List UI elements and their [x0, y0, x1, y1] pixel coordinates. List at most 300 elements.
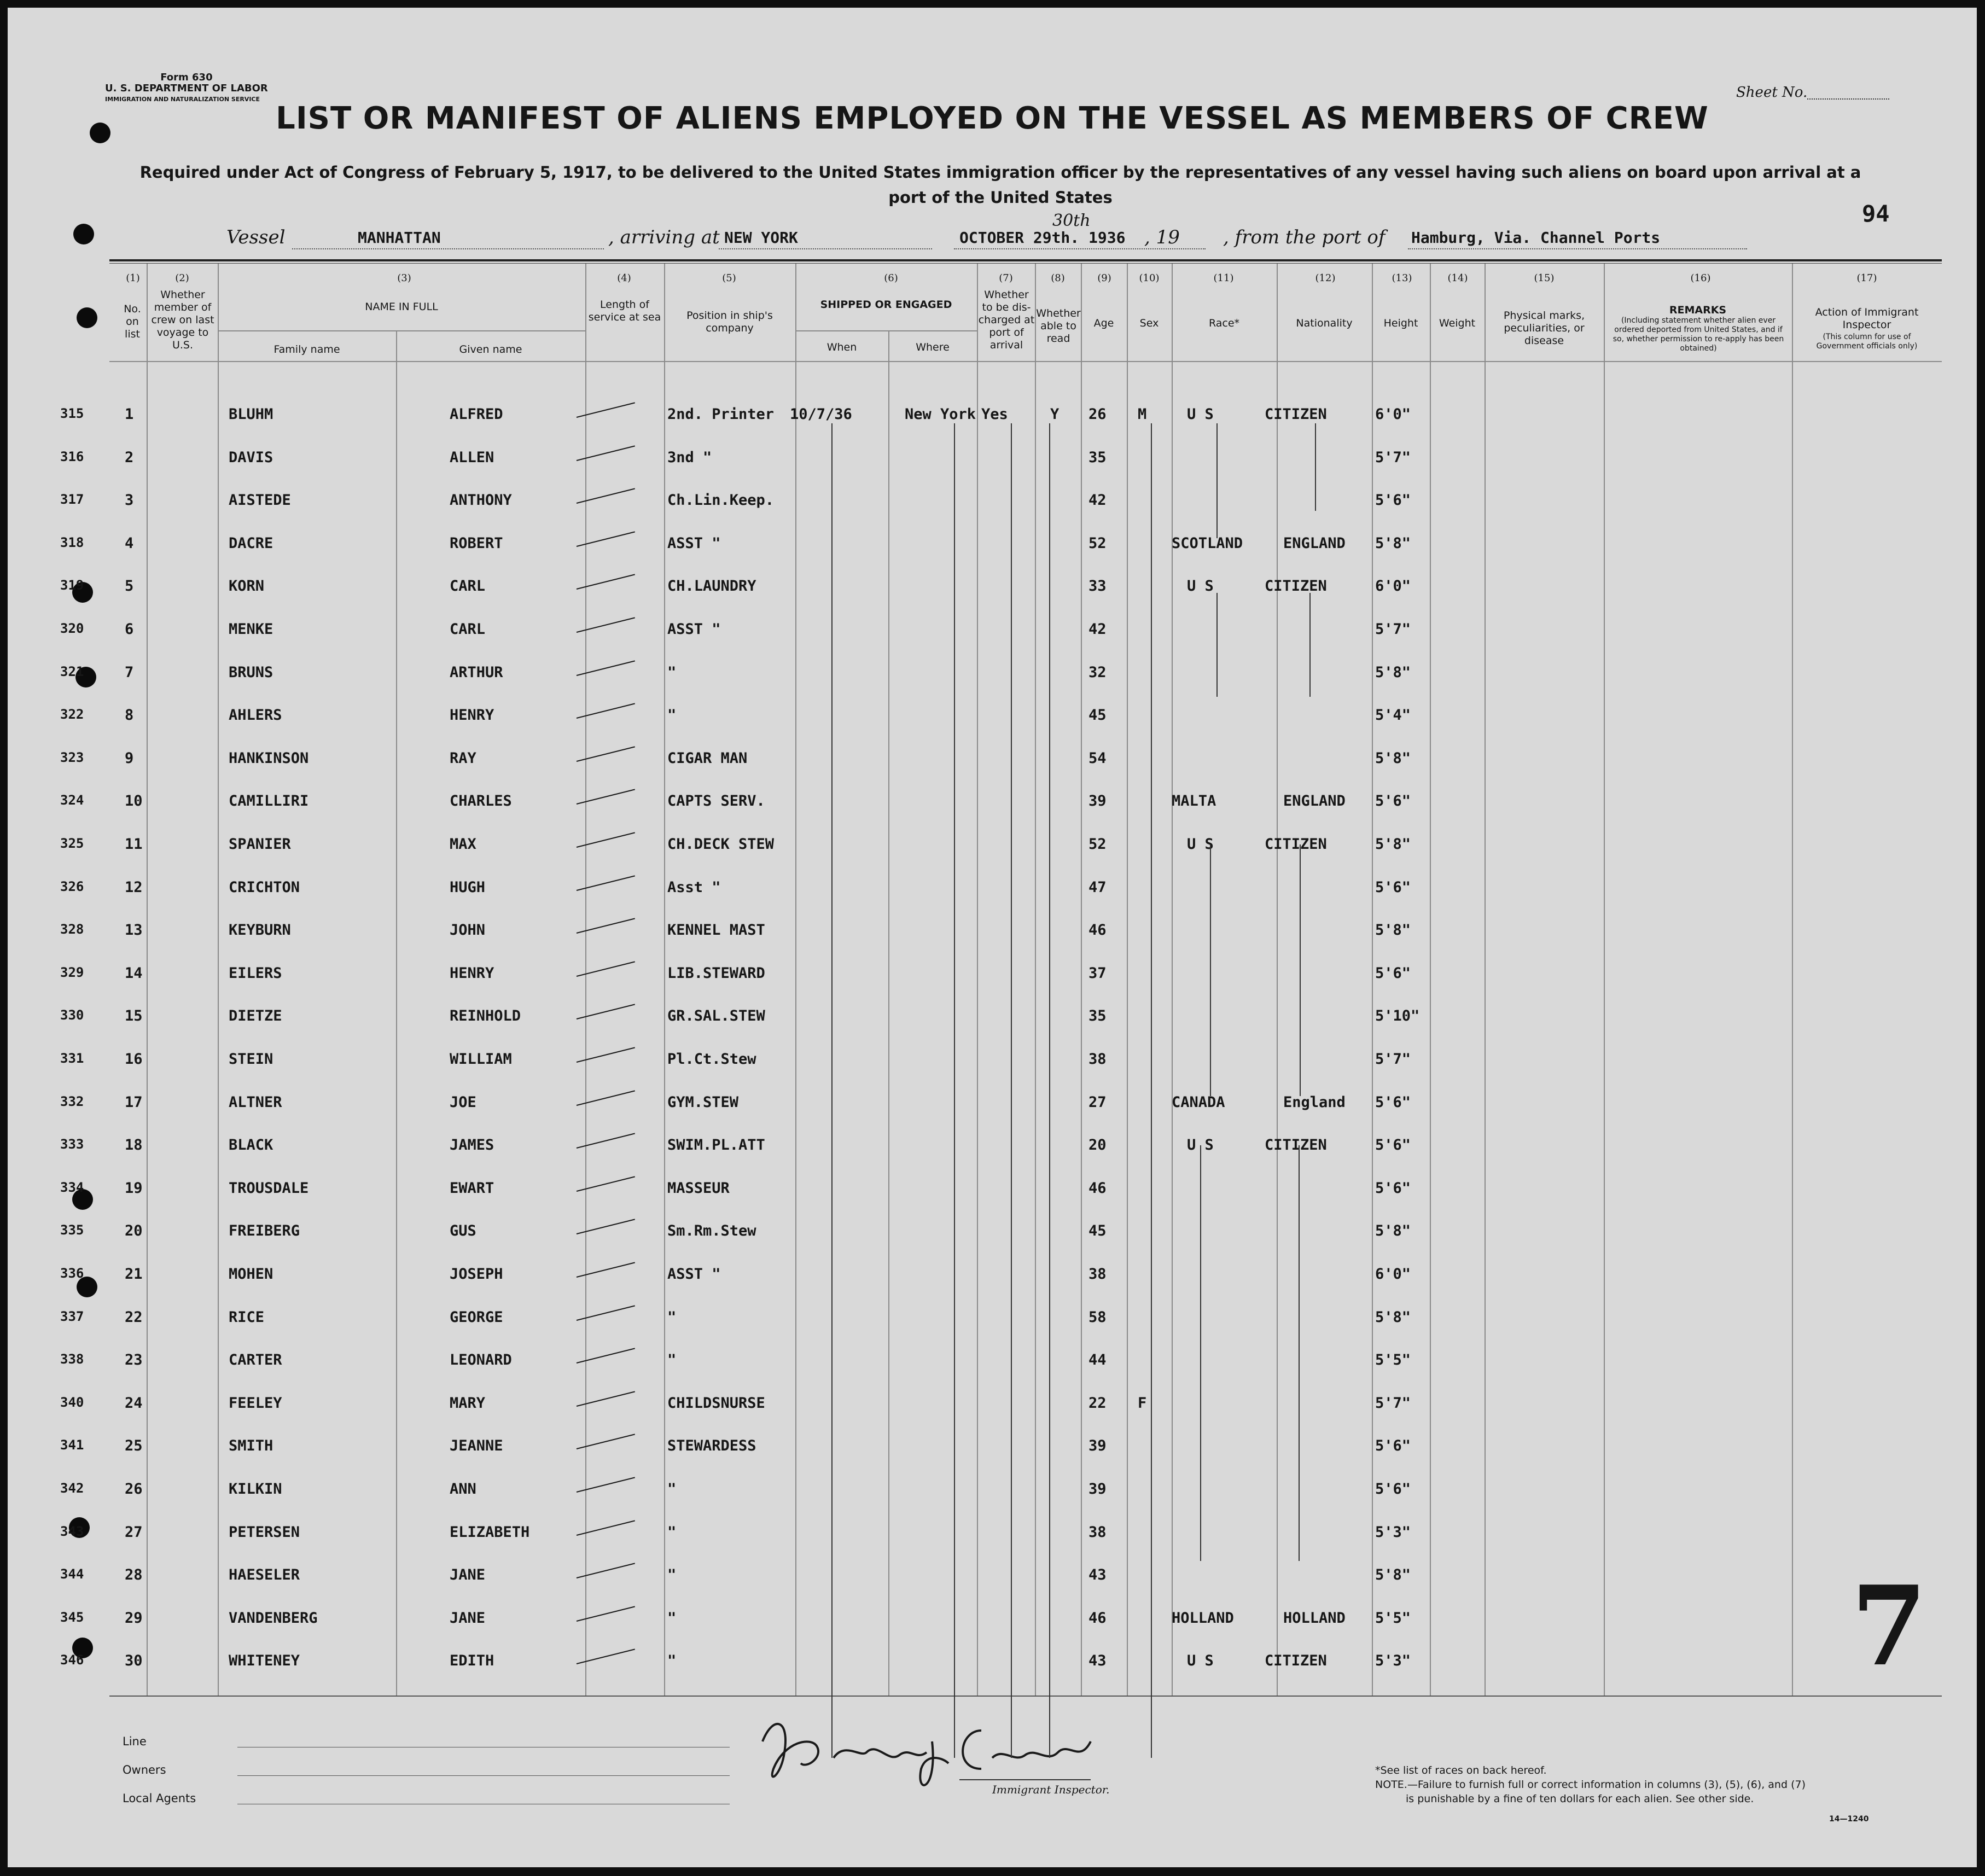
height: 5'6": [1375, 1179, 1411, 1197]
position: GYM.STEW: [667, 1093, 739, 1111]
list-number: 15: [125, 1007, 143, 1025]
age: 22: [1088, 1394, 1107, 1412]
family-name: KEYBURN: [229, 922, 291, 939]
position: ": [667, 707, 677, 724]
race: U S: [1187, 578, 1214, 595]
header-bottom-rule: [109, 361, 1942, 362]
margin-number: 329: [60, 964, 84, 980]
header-remarks: REMARKS: [1669, 304, 1727, 316]
table-row: [8, 1524, 1977, 1566]
margin-number: 341: [60, 1437, 84, 1453]
margin-number: 326: [60, 878, 84, 894]
given-name: CARL: [450, 578, 486, 595]
age: 46: [1088, 1179, 1107, 1197]
list-number: 25: [125, 1437, 143, 1455]
nationality: ENGLAND: [1283, 793, 1346, 810]
list-number: 19: [125, 1179, 143, 1197]
table-row: [8, 406, 1977, 448]
column-number: (11): [1213, 272, 1234, 284]
height: 5'3": [1375, 1652, 1411, 1670]
margin-number: 325: [60, 836, 84, 851]
column-number: (2): [175, 272, 189, 284]
from-port-field-line: [1408, 248, 1747, 249]
height: 6'0": [1375, 406, 1411, 423]
age: 38: [1088, 1051, 1107, 1068]
header-shipped-or-engaged: SHIPPED OR ENGAGED: [820, 299, 952, 311]
given-name: HENRY: [450, 964, 494, 982]
able-to-read: Y: [1050, 406, 1060, 423]
margin-number: 316: [60, 448, 84, 464]
family-name: DAVIS: [229, 448, 273, 466]
age: 32: [1088, 663, 1107, 681]
age: 45: [1088, 1222, 1107, 1240]
given-name: JOE: [450, 1093, 476, 1111]
height: 6'0": [1375, 1266, 1411, 1283]
ditto-line: [1300, 844, 1301, 1096]
margin-number: 332: [60, 1093, 84, 1109]
age: 33: [1088, 578, 1107, 595]
table-row: [8, 750, 1977, 793]
header-race: Race*: [1208, 317, 1240, 329]
list-number: 30: [125, 1652, 143, 1670]
nationality: CITIZEN: [1265, 836, 1327, 853]
header-action-note: (This column for use of Government officials only): [1816, 333, 1918, 351]
margin-number: 317: [60, 492, 84, 508]
family-name: ALTNER: [229, 1093, 282, 1111]
margin-number: 322: [60, 707, 84, 723]
height: 5'6": [1375, 1137, 1411, 1154]
age: 58: [1088, 1308, 1107, 1326]
position: LIB.STEWARD: [667, 964, 765, 982]
given-name: GUS: [450, 1222, 476, 1240]
header-member-last-voyage: Whether member of crew on last voyage to U.S.: [151, 289, 214, 351]
table-row: [8, 707, 1977, 749]
table-row: [8, 965, 1977, 1007]
column-number: (6): [884, 272, 898, 284]
position: CIGAR MAN: [667, 749, 748, 767]
table-row: [8, 1007, 1977, 1050]
header-physical-marks: Physical marks, peculiarities, or disease: [1503, 310, 1585, 347]
vessel-name: MANHATTAN: [358, 229, 441, 247]
header-able-to-read: Whether able to read: [1036, 307, 1081, 345]
nationality: HOLLAND: [1283, 1609, 1346, 1627]
sheet-number-field: [1807, 98, 1889, 100]
header-length-of-service: Length of service at sea: [588, 299, 661, 323]
column-number: (17): [1856, 272, 1877, 284]
height: 5'7": [1375, 1051, 1411, 1068]
age: 54: [1088, 749, 1107, 767]
given-name: JOSEPH: [450, 1266, 503, 1283]
position: ": [667, 1652, 677, 1670]
discharged: Yes: [981, 406, 1008, 423]
height: 5'6": [1375, 878, 1411, 896]
family-name: VANDENBERG: [229, 1609, 318, 1627]
margin-number: 335: [60, 1222, 84, 1238]
given-name: HUGH: [450, 878, 486, 896]
race: HOLLAND: [1172, 1609, 1234, 1627]
punch-hole: [73, 224, 94, 244]
table-row: [8, 836, 1977, 878]
inspector-label: Immigrant Inspector.: [992, 1783, 1110, 1796]
column-number: (15): [1534, 272, 1555, 284]
position: ": [667, 1609, 677, 1627]
ditto-line: [1049, 423, 1050, 1758]
family-name: WHITENEY: [229, 1652, 300, 1670]
given-name: CHARLES: [450, 793, 512, 810]
height: 5'5": [1375, 1351, 1411, 1369]
ditto-line: [1011, 423, 1012, 1758]
height: 5'6": [1375, 1481, 1411, 1498]
position: ": [667, 1523, 677, 1541]
owners-label: Owners: [123, 1763, 166, 1776]
race: U S: [1187, 836, 1214, 853]
margin-number: 338: [60, 1351, 84, 1367]
age: 44: [1088, 1351, 1107, 1369]
given-name: EWART: [450, 1179, 494, 1197]
height: 5'7": [1375, 621, 1411, 638]
list-number: 28: [125, 1566, 143, 1584]
height: 5'6": [1375, 793, 1411, 810]
ditto-line: [1299, 1145, 1300, 1561]
table-row: [8, 1652, 1977, 1695]
list-number: 22: [125, 1308, 143, 1326]
list-number: 14: [125, 964, 143, 982]
given-name: JANE: [450, 1609, 486, 1627]
sex: M: [1138, 406, 1147, 423]
form-number: Form 630: [160, 72, 213, 83]
position: ": [667, 1351, 677, 1369]
column-number: (1): [126, 272, 140, 284]
header-discharged: Whether to be dis- charged at port of arrival: [978, 289, 1035, 351]
position: ASST ": [667, 534, 721, 552]
list-number: 27: [125, 1523, 143, 1541]
list-number: 8: [125, 707, 134, 724]
age: 47: [1088, 878, 1107, 896]
vessel-label: Vessel: [226, 226, 286, 248]
margin-number: 324: [60, 793, 84, 808]
arrival-date: OCTOBER 29th. 1936: [959, 229, 1126, 247]
year-label: , 19: [1144, 226, 1180, 248]
family-name: EILERS: [229, 964, 282, 982]
race: U S: [1187, 1652, 1214, 1670]
list-number: 4: [125, 534, 134, 552]
list-number: 9: [125, 749, 134, 767]
punch-hole: [77, 307, 97, 328]
height: 5'6": [1375, 964, 1411, 982]
age: 43: [1088, 1652, 1107, 1670]
table-row: [8, 1137, 1977, 1179]
list-number: 26: [125, 1481, 143, 1498]
family-name: BLACK: [229, 1137, 273, 1154]
position: 3nd ": [667, 448, 712, 466]
margin-number: 343: [60, 1523, 84, 1539]
family-name: TROUSDALE: [229, 1179, 309, 1197]
list-number: 12: [125, 878, 143, 896]
given-name: JAMES: [450, 1137, 494, 1154]
sheet-mark: 7: [1851, 1562, 1928, 1691]
family-name: MOHEN: [229, 1266, 273, 1283]
date-field-line: [954, 248, 1206, 249]
table-row: [8, 879, 1977, 922]
margin-number: 330: [60, 1007, 84, 1023]
family-name: STEIN: [229, 1051, 273, 1068]
column-number: (16): [1690, 272, 1711, 284]
column-number: (12): [1315, 272, 1336, 284]
height: 5'5": [1375, 1609, 1411, 1627]
age: 38: [1088, 1266, 1107, 1283]
nationality: CITIZEN: [1265, 406, 1327, 423]
position: MASSEUR: [667, 1179, 730, 1197]
family-name: AHLERS: [229, 707, 282, 724]
header-sex: Sex: [1139, 317, 1159, 329]
header-action: Action of Immigrant Inspector: [1815, 306, 1919, 331]
list-number: 3: [125, 492, 134, 509]
sheet-number-label: Sheet No.: [1736, 84, 1808, 101]
list-number: 10: [125, 793, 143, 810]
margin-number: 328: [60, 922, 84, 937]
table-row: [8, 1395, 1977, 1437]
given-name: EDITH: [450, 1652, 494, 1670]
margin-number: 342: [60, 1481, 84, 1496]
arriving-port: NEW YORK: [724, 229, 798, 247]
margin-number: 318: [60, 534, 84, 550]
table-row: [8, 492, 1977, 534]
age: 39: [1088, 1481, 1107, 1498]
ditto-line: [1216, 423, 1218, 538]
table-row: [8, 793, 1977, 835]
header-where: Where: [916, 341, 950, 353]
page-title: LIST OR MANIFEST OF ALIENS EMPLOYED ON THE VESSEL AS MEMBERS OF CREW: [276, 101, 1709, 136]
given-name: WILLIAM: [450, 1051, 512, 1068]
margin-number: 346: [60, 1652, 84, 1668]
race: MALTA: [1172, 793, 1216, 810]
margin-number: 333: [60, 1137, 84, 1152]
age: 45: [1088, 707, 1107, 724]
margin-number: 323: [60, 749, 84, 765]
column-number: (9): [1097, 272, 1111, 284]
margin-number: 334: [60, 1179, 84, 1195]
height: 5'8": [1375, 1308, 1411, 1326]
table-row: [8, 1180, 1977, 1222]
column-number: (8): [1051, 272, 1065, 284]
header-position: Position in ship's company: [686, 310, 773, 334]
given-name: LEONARD: [450, 1351, 512, 1369]
arriving-label: , arriving at: [608, 226, 720, 248]
ditto-line: [954, 423, 955, 1758]
vessel-field-line: [292, 248, 604, 249]
table-row: [8, 1266, 1977, 1308]
position: CH.LAUNDRY: [667, 578, 756, 595]
table-row: [8, 535, 1977, 578]
age: 46: [1088, 1609, 1107, 1627]
header-no-on-list: No. on list: [124, 303, 141, 340]
height: 5'10": [1375, 1007, 1420, 1025]
age: 39: [1088, 1437, 1107, 1455]
position: CHILDSNURSE: [667, 1394, 765, 1412]
given-name: GEORGE: [450, 1308, 503, 1326]
margin-number: 331: [60, 1051, 84, 1066]
height: 5'6": [1375, 1437, 1411, 1455]
family-name: FREIBERG: [229, 1222, 300, 1240]
list-number: 1: [125, 406, 134, 423]
given-name: ANTHONY: [450, 492, 512, 509]
family-name: FEELEY: [229, 1394, 282, 1412]
margin-number: 340: [60, 1394, 84, 1410]
age: 46: [1088, 922, 1107, 939]
table-row: [8, 449, 1977, 492]
ditto-line: [1151, 423, 1152, 1758]
list-number: 23: [125, 1351, 143, 1369]
ditto-line: [1200, 1145, 1201, 1561]
nationality: England: [1283, 1093, 1346, 1111]
family-name: BRUNS: [229, 663, 273, 681]
list-number: 7: [125, 663, 134, 681]
table-row: [8, 1051, 1977, 1093]
list-number: 2: [125, 448, 134, 466]
position: GR.SAL.STEW: [667, 1007, 765, 1025]
given-name: MARY: [450, 1394, 486, 1412]
ditto-line: [1216, 593, 1218, 697]
given-name: ELIZABETH: [450, 1523, 530, 1541]
height: 5'8": [1375, 922, 1411, 939]
family-name: CAMILLIRI: [229, 793, 309, 810]
ditto-line: [1309, 593, 1311, 697]
position: CH.DECK STEW: [667, 836, 775, 853]
header-given-name: Given name: [459, 343, 522, 356]
penalty-note-continued: is punishable by a fine of ten dollars for each alien. See other side.: [1406, 1793, 1754, 1805]
list-number: 11: [125, 836, 143, 853]
given-name: ALLEN: [450, 448, 494, 466]
column-number: (5): [722, 272, 736, 284]
height: 5'8": [1375, 1222, 1411, 1240]
date-correction: 30th: [1052, 211, 1091, 230]
position: Sm.Rm.Stew: [667, 1222, 756, 1240]
margin-number: 337: [60, 1308, 84, 1324]
table-row: [8, 1481, 1977, 1523]
age: 20: [1088, 1137, 1107, 1154]
family-name: BLUHM: [229, 406, 273, 423]
race: U S: [1187, 1137, 1214, 1154]
column-number: (10): [1139, 272, 1160, 284]
table-row: [8, 1566, 1977, 1609]
age: 26: [1088, 406, 1107, 423]
height: 5'3": [1375, 1523, 1411, 1541]
header-when: When: [826, 341, 857, 353]
column-number: (4): [617, 272, 631, 284]
height: 5'7": [1375, 1394, 1411, 1412]
height: 5'6": [1375, 1093, 1411, 1111]
column-number: (3): [397, 272, 411, 284]
race: CANADA: [1172, 1093, 1225, 1111]
list-number: 24: [125, 1394, 143, 1412]
family-name: MENKE: [229, 621, 273, 638]
family-name: DACRE: [229, 534, 273, 552]
margin-number: 336: [60, 1266, 84, 1281]
height: 5'7": [1375, 448, 1411, 466]
table-row: [8, 578, 1977, 620]
penalty-note: NOTE.—Failure to furnish full or correct information in columns (3), (5), (6), and (7): [1375, 1779, 1806, 1791]
age: 35: [1088, 448, 1107, 466]
age: 35: [1088, 1007, 1107, 1025]
position: ": [667, 1481, 677, 1498]
owners-field: [237, 1775, 730, 1776]
column-number: (13): [1392, 272, 1412, 284]
races-note: *See list of races on back hereof.: [1375, 1764, 1547, 1776]
given-name: HENRY: [450, 707, 494, 724]
header-weight: Weight: [1439, 317, 1476, 329]
family-name: AISTEDE: [229, 492, 291, 509]
age: 39: [1088, 793, 1107, 810]
given-name: ROBERT: [450, 534, 503, 552]
table-row: [8, 1309, 1977, 1351]
header-name-in-full: NAME IN FULL: [365, 301, 438, 313]
list-number: 6: [125, 621, 134, 638]
margin-number: 321: [60, 663, 84, 679]
race: SCOTLAND: [1172, 534, 1243, 552]
ditto-line: [1315, 423, 1316, 511]
list-number: 20: [125, 1222, 143, 1240]
margin-number: 345: [60, 1609, 84, 1625]
table-row: [8, 621, 1977, 663]
height: 5'4": [1375, 707, 1411, 724]
nationality: CITIZEN: [1265, 1652, 1327, 1670]
family-name: SPANIER: [229, 836, 291, 853]
family-name: KILKIN: [229, 1481, 282, 1498]
family-name: KORN: [229, 578, 265, 595]
manifest-sheet: [8, 8, 1977, 1867]
local-agents-label: Local Agents: [123, 1792, 196, 1805]
given-name: JEANNE: [450, 1437, 503, 1455]
given-name: JOHN: [450, 922, 486, 939]
sex: F: [1138, 1394, 1147, 1412]
nationality: CITIZEN: [1265, 1137, 1327, 1154]
height: 5'8": [1375, 749, 1411, 767]
nationality: ENGLAND: [1283, 534, 1346, 552]
list-number: 16: [125, 1051, 143, 1068]
family-name: CRICHTON: [229, 878, 300, 896]
race: U S: [1187, 406, 1214, 423]
position: ": [667, 1566, 677, 1584]
family-name: PETERSEN: [229, 1523, 300, 1541]
age: 52: [1088, 534, 1107, 552]
position: Ch.Lin.Keep.: [667, 492, 775, 509]
column-number: (14): [1447, 272, 1468, 284]
line-label: Line: [123, 1735, 147, 1748]
list-number: 18: [125, 1137, 143, 1154]
header-sub-rule: [218, 330, 585, 331]
given-name: ANN: [450, 1481, 476, 1498]
ditto-line: [831, 423, 833, 1758]
age: 38: [1088, 1523, 1107, 1541]
page-number: 94: [1862, 200, 1890, 227]
family-name: CARTER: [229, 1351, 282, 1369]
list-number: 5: [125, 578, 134, 595]
form-code: 14—1240: [1829, 1815, 1869, 1823]
height: 6'0": [1375, 578, 1411, 595]
given-name: JANE: [450, 1566, 486, 1584]
table-row: [8, 922, 1977, 964]
arriving-field-line: [719, 248, 932, 249]
margin-number: 315: [60, 406, 84, 421]
position: CAPTS SERV.: [667, 793, 765, 810]
list-number: 13: [125, 922, 143, 939]
age: 52: [1088, 836, 1107, 853]
age: 43: [1088, 1566, 1107, 1584]
position: ASST ": [667, 1266, 721, 1283]
given-name: CARL: [450, 621, 486, 638]
position: STEWARDESS: [667, 1437, 756, 1455]
nationality: CITIZEN: [1265, 578, 1327, 595]
